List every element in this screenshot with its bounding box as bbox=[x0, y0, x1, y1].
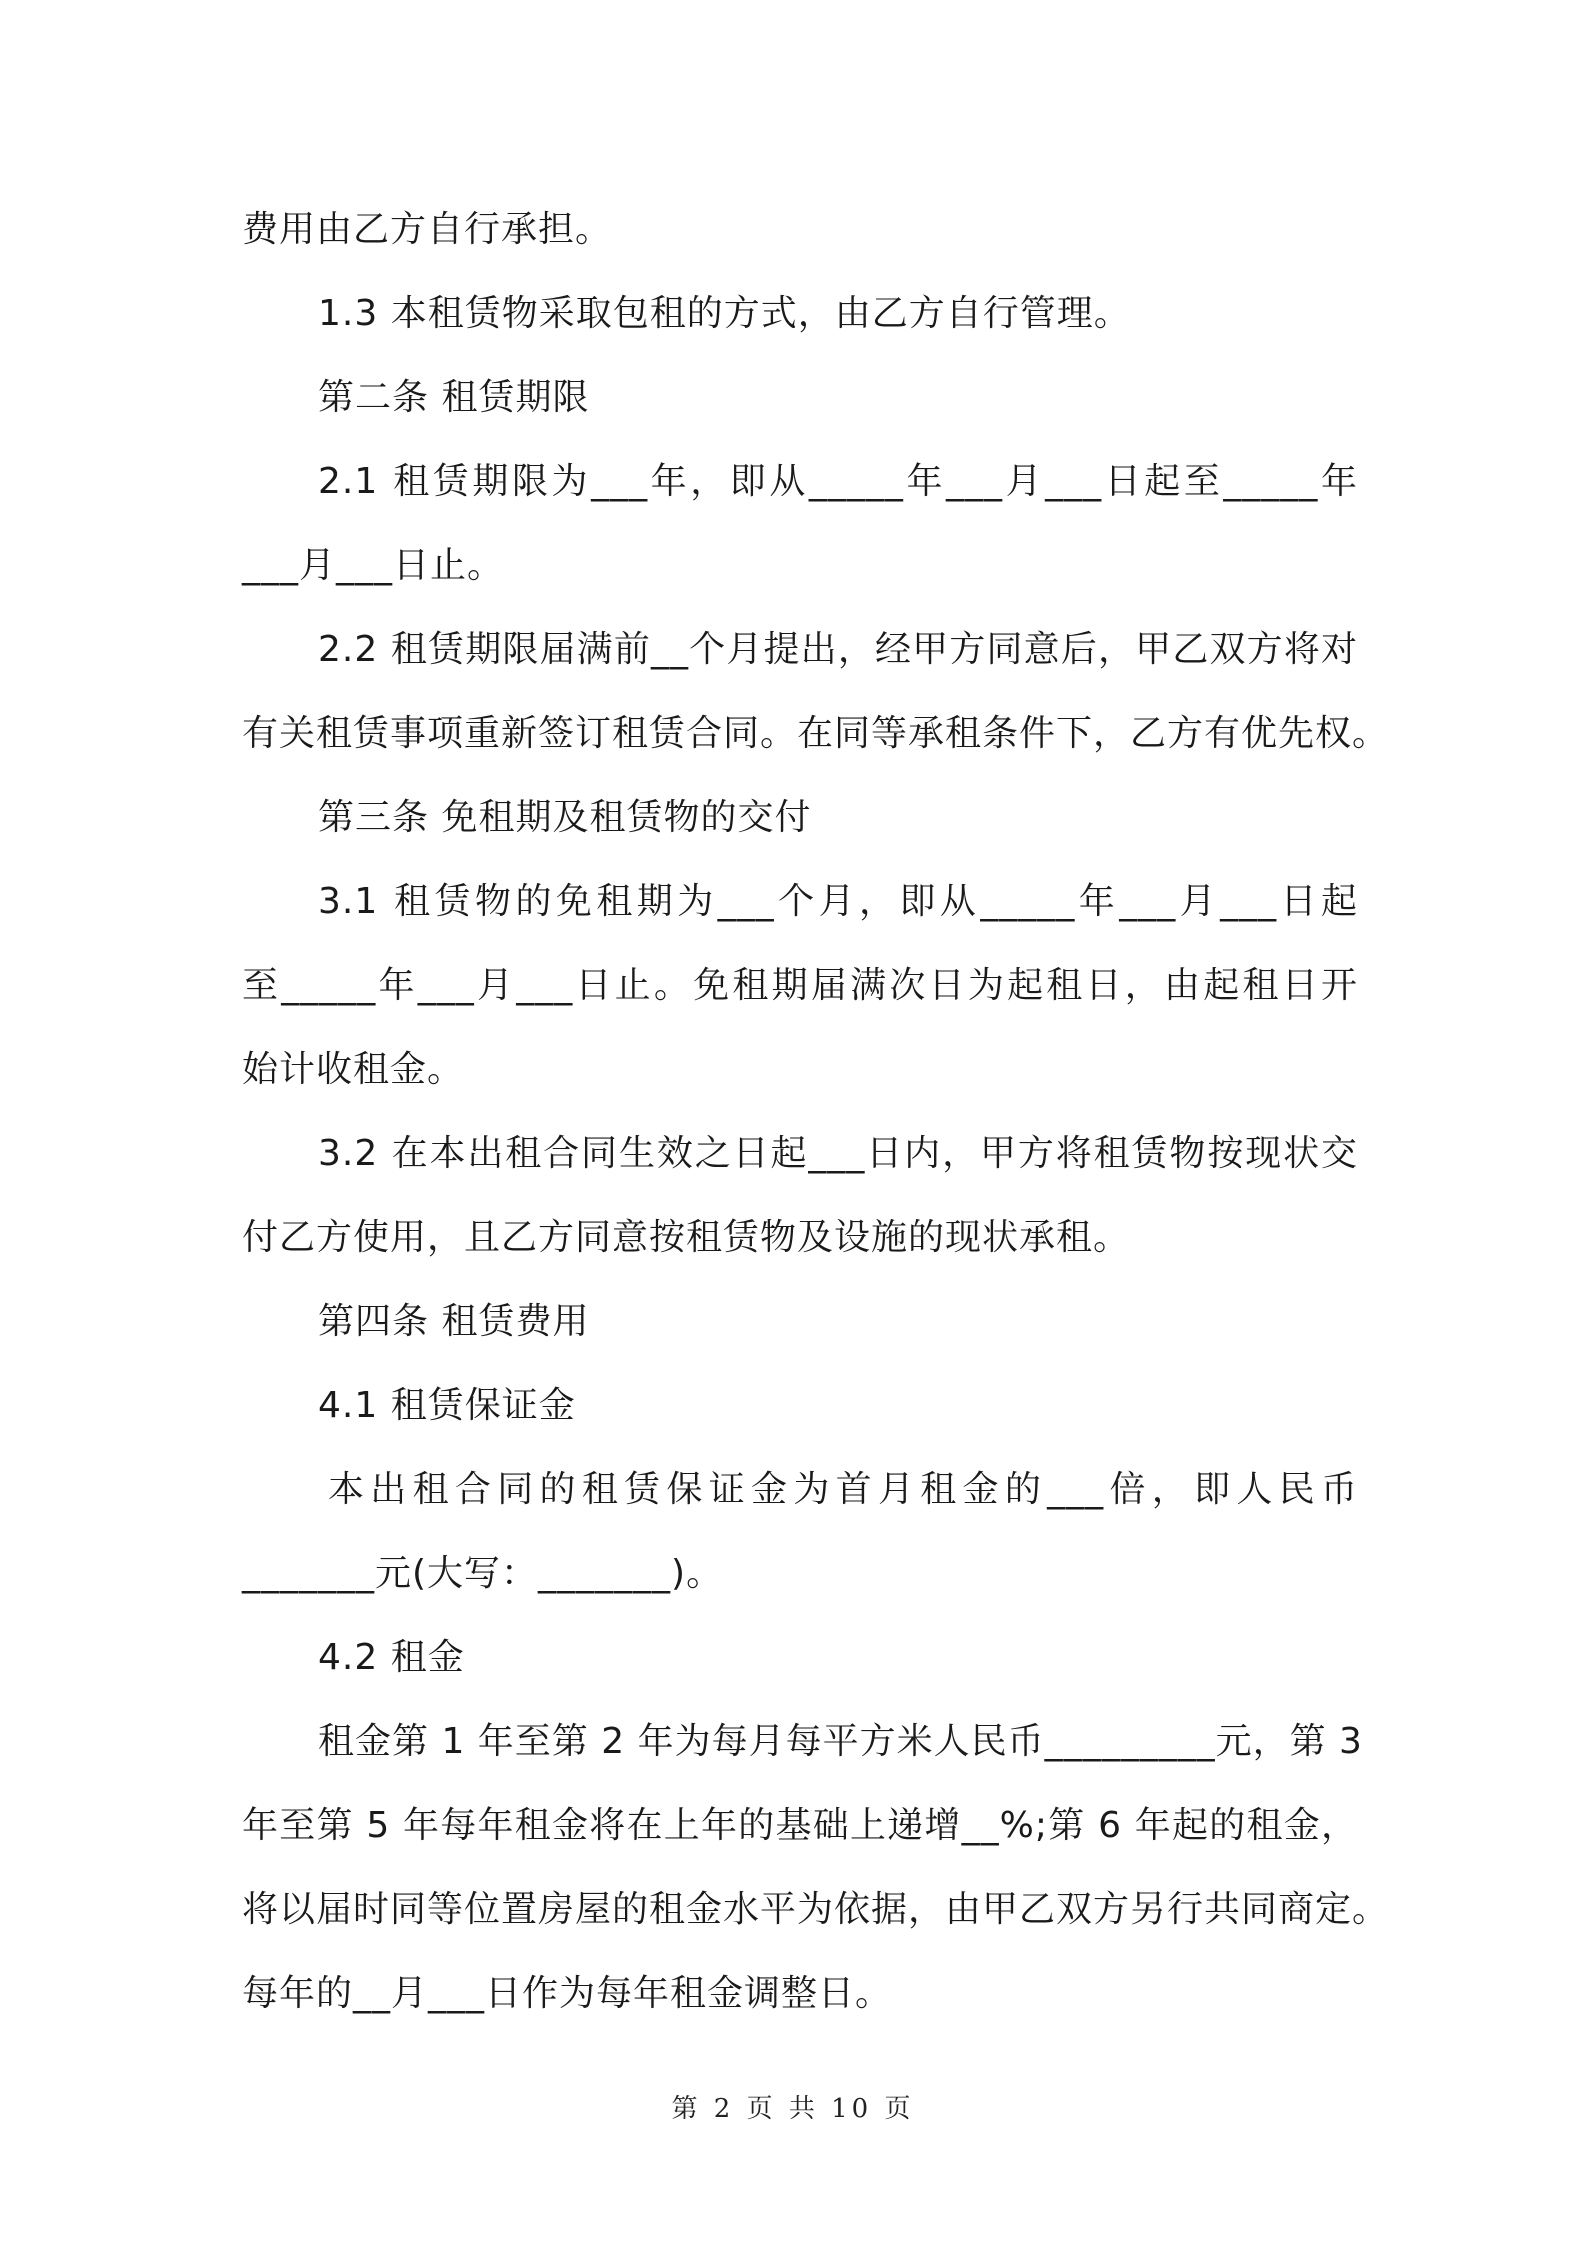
page-number-footer: 第 2 页 共 10 页 bbox=[671, 2094, 915, 2124]
article-4-heading: 第四条 租赁费用 bbox=[318, 1301, 590, 1342]
clause-4-2: 租金第 1 年至第 2 年为每月每平方米人民币_________元，第 3 bbox=[318, 1721, 1363, 1762]
clause-2-1-cont: ___月___日止。 bbox=[242, 545, 505, 586]
clause-3-1: 3.1 租赁物的免租期为___个月，即从_____年___月___日起 bbox=[318, 881, 1358, 922]
clause-2-1: 2.1 租赁期限为___年，即从_____年___月___日起至_____年 bbox=[318, 461, 1358, 502]
clause-2-2: 2.2 租赁期限届满前__个月提出，经甲方同意后，甲乙双方将对 bbox=[318, 629, 1358, 670]
clause-4-2-cont-2: 将以届时同等位置房屋的租金水平为依据，由甲乙双方另行共同商定。 bbox=[242, 1889, 1390, 1930]
clause-4-2-heading: 4.2 租金 bbox=[318, 1637, 465, 1678]
clause-4-2-cont-1: 年至第 5 年每年租金将在上年的基础上递增__%;第 6 年起的租金， bbox=[242, 1805, 1358, 1846]
clause-3-2-cont: 付乙方使用，且乙方同意按租赁物及设施的现状承租。 bbox=[242, 1217, 1131, 1258]
article-3-heading: 第三条 免租期及租赁物的交付 bbox=[318, 797, 812, 838]
clause-4-1-heading: 4.1 租赁保证金 bbox=[318, 1385, 576, 1426]
clause-3-2: 3.2 在本出租合同生效之日起___日内，甲方将租赁物按现状交 bbox=[318, 1133, 1358, 1174]
clause-1-3: 1.3 本租赁物采取包租的方式，由乙方自行管理。 bbox=[318, 293, 1131, 334]
clause-3-1-cont: 至_____年___月___日止。免租期届满次日为起租日，由起租日开 bbox=[242, 965, 1358, 1006]
clause-2-2-cont: 有关租赁事项重新签订租赁合同。在同等承租条件下，乙方有优先权。 bbox=[242, 713, 1390, 754]
clause-4-1-cont: _______元(大写：_______)。 bbox=[242, 1553, 724, 1594]
clause-4-1: 本出租合同的租赁保证金为首月租金的___倍，即人民币 bbox=[328, 1469, 1358, 1510]
clause-4-2-cont-3: 每年的__月___日作为每年租金调整日。 bbox=[242, 1973, 893, 2014]
clause-3-1-end: 始计收租金。 bbox=[242, 1049, 465, 1090]
paragraph-line: 费用由乙方自行承担。 bbox=[242, 209, 613, 250]
article-2-heading: 第二条 租赁期限 bbox=[318, 377, 590, 418]
